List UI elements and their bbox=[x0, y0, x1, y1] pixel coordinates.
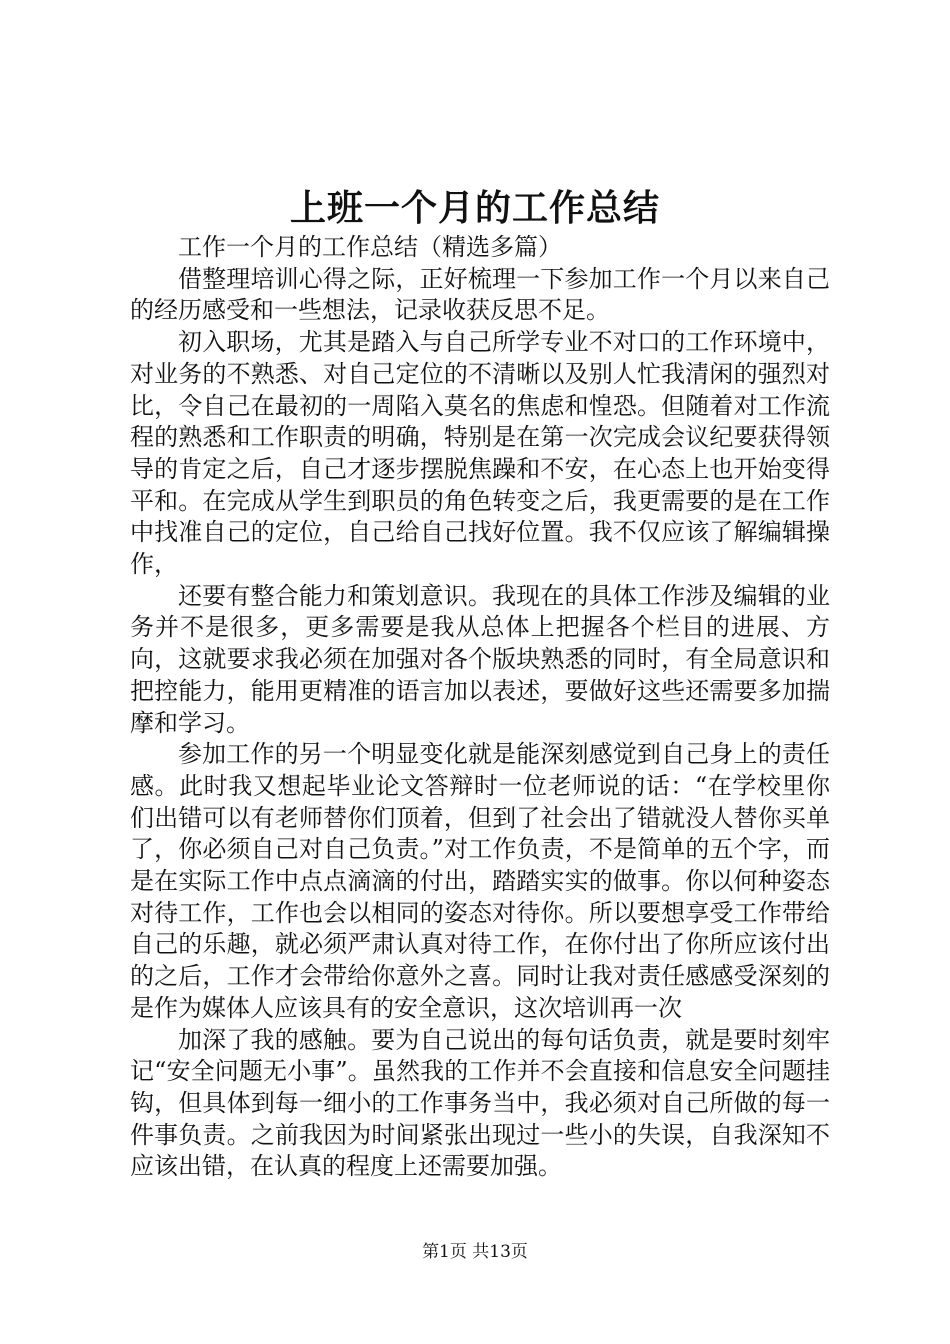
page-footer: 第1页 共13页 bbox=[422, 1242, 528, 1262]
body-paragraph: 借整理培训心得之际，正好梳理一下参加工作一个月以来自己的经历感受和一些想法，记录收获反思不足。 bbox=[130, 264, 830, 325]
document-body bbox=[130, 232, 830, 1183]
document-title: 上班一个月的工作总结 bbox=[289, 187, 660, 229]
subtitle-paragraph: 工作一个月的工作总结（精选多篇） bbox=[178, 233, 562, 261]
body-paragraph: 参加工作的另一个明显变化就是能深刻感觉到自己身上的责任感。此时我又想起毕业论文答辩时一位老师说的话：“在学校里你们出错可以有老师替你们顶着，但到了社会出了错就没人替你买单了，你必须自己对自己负责。”对工作负责，不是简单的五个字，而是在实际工作中点点滴滴的付出，踏踏实实的做事。你以何种姿态对待工作，工作也会以相同的姿态对待你。所以要想享受工作带给自己的乐趣，就必须严肃认真对待工作，在你付出了你所应该付出的之后，工作才会带给你意外之喜。同时让我对责任感感受深刻的是作为媒体人应该具有的安全意识，这次培训再一次 bbox=[130, 740, 830, 1022]
body-paragraph: 还要有整合能力和策划意识。我现在的具体工作涉及编辑的业务并不是很多，更多需要是我从总体上把握各个栏目的进展、方向，这就要求我必须在加强对各个版块熟悉的同时，有全局意识和把控能力，能用更精准的语言加以表述，要做好这些还需要多加揣摩和学习。 bbox=[130, 581, 830, 737]
body-paragraph: 加深了我的感触。要为自己说出的每句话负责，就是要时刻牢记“安全问题无小事”。虽然我的工作并不会直接和信息安全问题挂钩，但具体到每一细小的工作事务当中，我必须对自己所做的每一件事负责。之前我因为时间紧张出现过一些小的失误，自我深知不应该出错，在认真的程度上还需要加强。 bbox=[130, 1025, 830, 1181]
body-paragraph: 初入职场，尤其是踏入与自己所学专业不对口的工作环境中，对业务的不熟悉、对自己定位的不清晰以及别人忙我清闲的强烈对比，令自己在最初的一周陷入莫名的焦虑和惶恐。但随着对工作流程的熟悉和工作职责的明确，特别是在第一次完成会议纪要获得领导的肯定之后，自己才逐步摆脱焦躁和不安，在心态上也开始变得平和。在完成从学生到职员的角色转变之后，我更需要的是在工作中找准自己的定位，自己给自己找好位置。我不仅应该了解编辑操作， bbox=[130, 328, 830, 579]
